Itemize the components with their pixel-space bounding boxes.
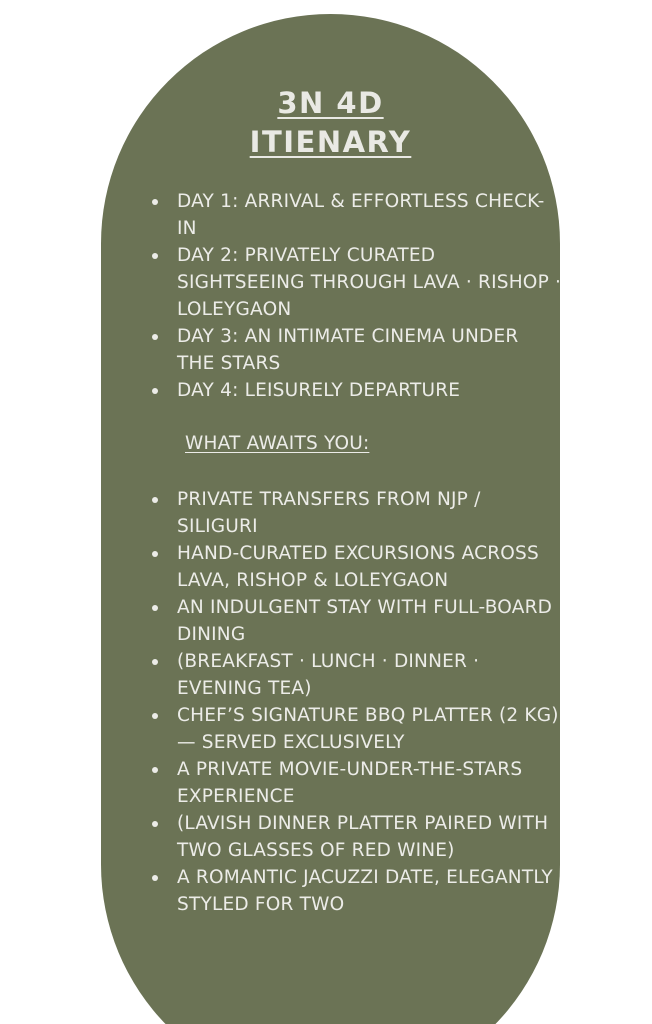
list-item: PRIVATE TRANSFERS FROM NJP / SILIGURI: [177, 486, 562, 540]
list-item: AN INDULGENT STAY WITH FULL-BOARD DINING: [177, 594, 562, 648]
list-item: (BREAKFAST · LUNCH · DINNER · EVENING TEA): [177, 648, 562, 702]
title-itinerary: ITIENARY: [249, 125, 412, 159]
list-item: DAY 1: ARRIVAL & EFFORTLESS CHECK-IN: [177, 188, 562, 242]
list-item: DAY 4: LEISURELY DEPARTURE: [177, 377, 562, 404]
title-duration: 3N 4D: [277, 86, 384, 120]
list-item: A ROMANTIC JACUZZI DATE, ELEGANTLY STYLED FOR TWO: [177, 864, 562, 918]
list-item: HAND-CURATED EXCURSIONS ACROSS LAVA, RISHOP & LOLEYGAON: [177, 540, 562, 594]
list-item: DAY 2: PRIVATELY CURATED SIGHTSEEING THROUGH LAVA · RISHOP · LOLEYGAON: [177, 242, 562, 323]
list-item: (LAVISH DINNER PLATTER PAIRED WITH TWO GLASSES OF RED WINE): [177, 810, 562, 864]
list-item: CHEF’S SIGNATURE BBQ PLATTER (2 KG) — SERVED EXCLUSIVELY: [177, 702, 562, 756]
itinerary-list: [130, 188, 562, 404]
list-item: A PRIVATE MOVIE-UNDER-THE-STARS EXPERIENCE: [177, 756, 562, 810]
awaits-heading: WHAT AWAITS YOU:: [185, 433, 370, 454]
list-item: DAY 3: AN INTIMATE CINEMA UNDER THE STARS: [177, 323, 562, 377]
awaits-list: [130, 486, 562, 918]
